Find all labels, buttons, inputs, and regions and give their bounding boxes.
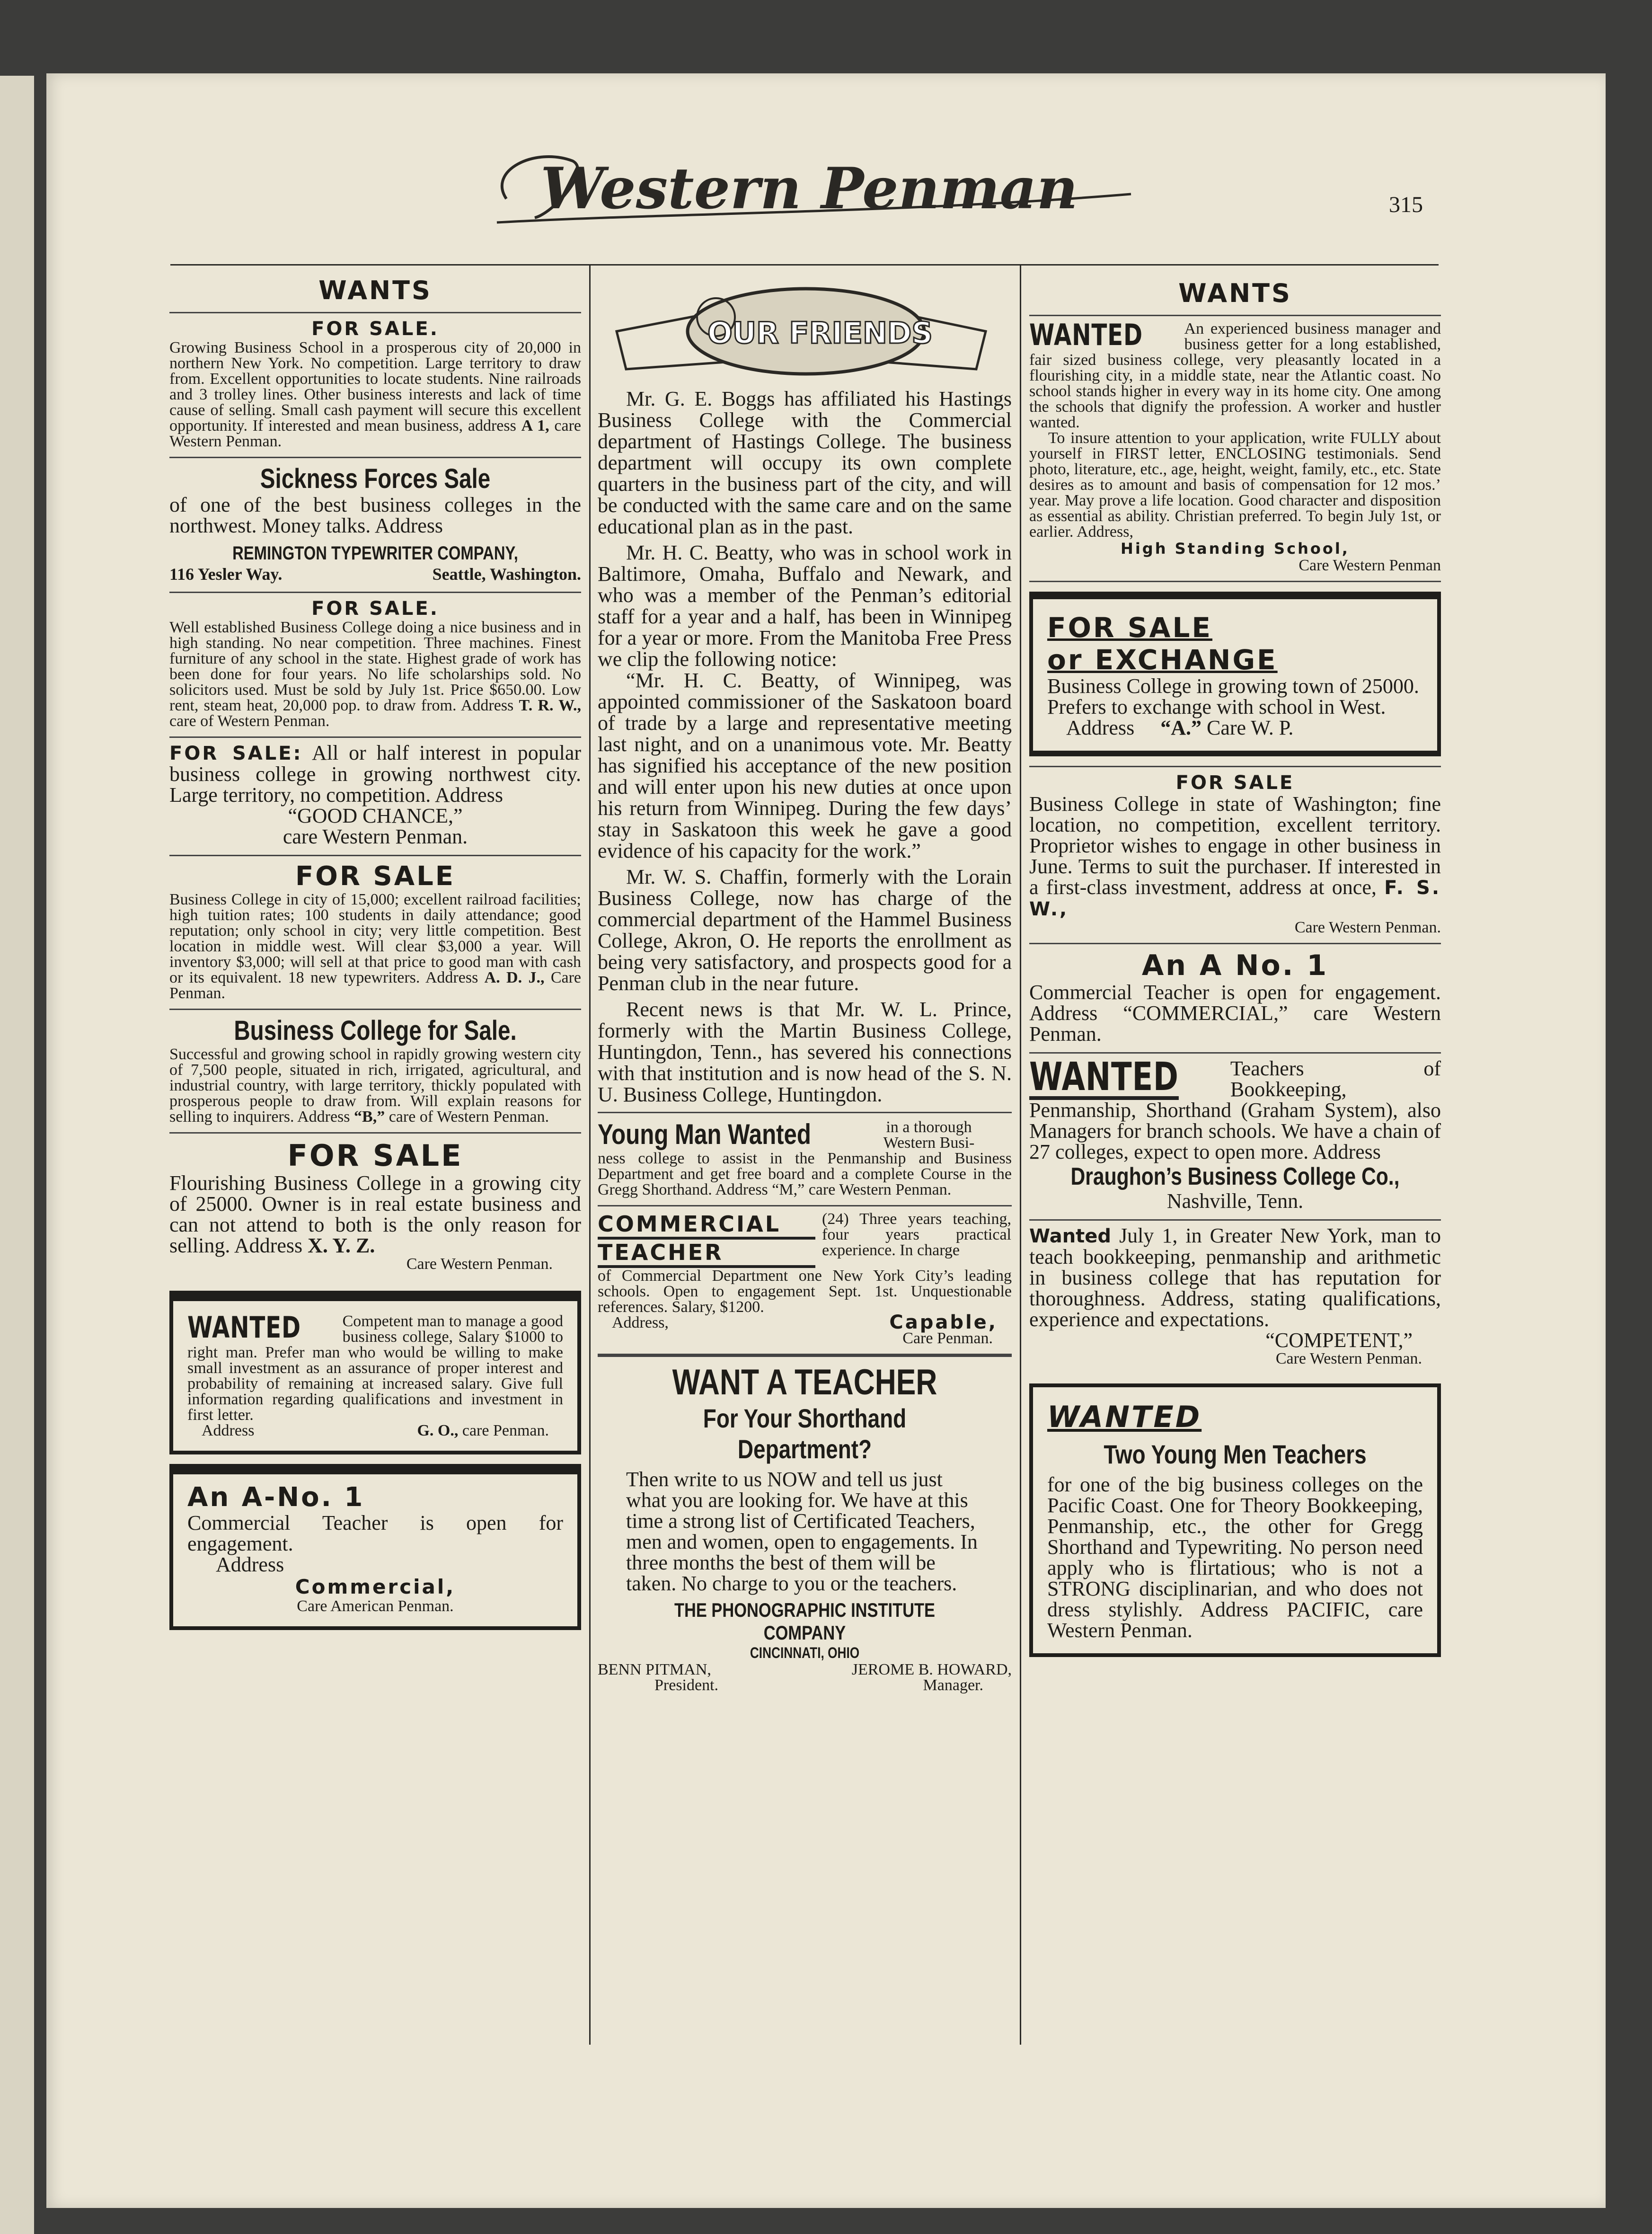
ad-body: for one of the big business colleges on the Pacific Coast. One for Theory Bookkeeping, Penmanship, etc., the other for Gregg Shorthand and Typewriting. No person need apply who is flirtatious; who is not a STRONG disciplinarian, and who does not dress stylishly. Address PACIFIC, care Western Penman. bbox=[1047, 1473, 1423, 1642]
ad-address: Address “A.” Care W. P. bbox=[1066, 716, 1294, 739]
ad-body: Business College in city of 15,000; excellent railroad facilities; high tuition rates; 100 students in daily attendance; good reputation; only school in city; very little competition. Best location in middle west. Will clear $3,000 a year. Will inventory $3,000; will sell at that price to good man with cash or its equivalent. 18 new typewriters. Address A. D. J., Care Penman. bbox=[169, 891, 582, 1002]
ad-heading: An A-No. 1 bbox=[187, 1482, 365, 1513]
banner-ornament-icon bbox=[598, 265, 1012, 388]
our-friends-banner bbox=[598, 265, 1012, 388]
ad-sign: “GOOD CHANCE,” bbox=[288, 804, 463, 827]
ad-body: ness college to assist in the Penmanship and Business Department and get free board and a complete Course in the Gregg Shorthand. Address “M,” care Western Penman. bbox=[598, 1150, 1012, 1198]
column-middle bbox=[598, 265, 1012, 1701]
svg-text:OUR FRIENDS: OUR FRIENDS bbox=[707, 316, 933, 350]
ad-subheading: Two Young Men Teachers bbox=[1104, 1439, 1367, 1469]
ad-for-sale-15000 bbox=[169, 856, 581, 1010]
ad-want-a-teacher bbox=[598, 1355, 1012, 1701]
ad-wanted-business-manager bbox=[1029, 316, 1441, 582]
news-beatty: Mr. H. C. Beatty, who was in school work in Baltimore, Omaha, Buffalo and Newark, and who was a member of the Penman’s editorial staff for a year and a half, has been in Winnipeg for a year or more. From the Manitoba Free Press we clip the following notice: bbox=[598, 541, 1012, 671]
ad-heading: FOR SALE. bbox=[311, 318, 439, 340]
masthead-logo bbox=[478, 142, 1140, 237]
ad-wanted-teachers-draughon bbox=[1029, 1054, 1441, 1221]
ad-city: CINCINNATI, OHIO bbox=[750, 1644, 860, 1661]
ad-heading: FOR SALE bbox=[1047, 612, 1213, 644]
ad-tail: Care Western Penman. bbox=[406, 1255, 553, 1273]
ad-sign: “COMPETENT,” bbox=[1265, 1329, 1413, 1352]
ad-heading: WANTED bbox=[1047, 1400, 1202, 1434]
ad-an-a-no-1 bbox=[1029, 944, 1441, 1054]
ad-body: Business College in state of Washington; fine location, no competition, excellent territory. Proprietor wishes to engage in other business in June. Terms to suit the purchaser. If interested in a first-class investment, address at once, F. S. W., bbox=[1029, 792, 1441, 920]
ad-body: Commercial Teacher is open for engagement. Address “COMMERCIAL,” care Western Penman. bbox=[1029, 981, 1441, 1046]
column-left bbox=[169, 265, 581, 1630]
ad-heading-2: or EXCHANGE bbox=[1047, 644, 1278, 676]
ad-body: of Commercial Department one New York City’s leading schools. Open to engagement Sept. 1st. Unquestionable references. Salary, $1200. bbox=[598, 1267, 1012, 1316]
wants-heading: WANTS bbox=[1029, 265, 1441, 316]
ad-for-sale-25000 bbox=[169, 1134, 581, 1279]
ad-address: 116 Yesler Way. Seattle, Washington. bbox=[169, 565, 581, 584]
ad-body: FOR SALE: All or half interest in popular business college in growing northwest city. Large territory, no competition. Address bbox=[169, 741, 581, 807]
ad-heading: FOR SALE. bbox=[311, 598, 439, 620]
ad-heading: FOR SALE bbox=[1175, 772, 1295, 794]
ad-body: of one of the best business colleges in the northwest. Money talks. Address bbox=[169, 493, 581, 537]
ad-body: Wanted July 1, in Greater New York, man to teach bookkeeping, penmanship and arithmetic in business college that has reputation for thoroughness. Address, stating qualifications, experience and expectations. bbox=[1029, 1224, 1441, 1331]
ad-body: Commercial Teacher is open for engagement. bbox=[187, 1511, 563, 1555]
news-beatty-quote: “Mr. H. C. Beatty, of Winnipeg, was appointed commissioner of the Saskatoon board of trade by a large and representative meeting last night, and on a unanimous vote. Mr. Beatty has signified his acceptance of the new position and will enter upon his new duties at once upon his return from Winnipeg. During the few days’ stay in Saskatoon this week he gave a good evidence of his capacity for the work.” bbox=[598, 669, 1012, 862]
svg-text:Western Penman: Western Penman bbox=[540, 155, 1078, 222]
ad-tail: Care Western Penman. bbox=[1294, 919, 1441, 936]
ad-for-sale-northwest bbox=[169, 738, 581, 856]
ad-tail: Care Penman. bbox=[902, 1330, 993, 1347]
ad-tail: Care Western Penman. bbox=[1275, 1350, 1422, 1367]
ad-tail: Care American Penman. bbox=[297, 1597, 454, 1615]
ad-heading: Young Man Wanted bbox=[598, 1118, 811, 1150]
ad-body: WANTED An experienced business manager and business getter for a long established, fair sized business college, very pleasantly located in a flourishing city, in a middle state, near the Atlantic coast. No school stands higher in every way in its home city. One among the schools that dignify the profession. A worker and hustler wanted. bbox=[1029, 318, 1441, 431]
ad-for-sale-or-exchange bbox=[1029, 592, 1441, 756]
ad-body: Then write to us NOW and tell us just what you are looking for. We have at this time a strong list of Certificated Teachers, men and women, open to engagements. In three months the best of them will be taken. No charge to you or the teachers. bbox=[626, 1468, 978, 1595]
ad-address: Address G. O., care Penman. bbox=[202, 1422, 549, 1439]
ad-for-sale-new-york bbox=[169, 313, 581, 458]
ad-heading: An A No. 1 bbox=[1141, 949, 1329, 982]
ad-sign: High Standing School, bbox=[1121, 540, 1350, 558]
ad-address-label: Address bbox=[216, 1553, 284, 1576]
ad-side: (24) Three years teaching, four years practical experience. In charge bbox=[822, 1210, 1011, 1259]
ad-heading: FOR SALE bbox=[287, 1138, 463, 1173]
ad-heading: FOR SALE bbox=[295, 861, 456, 892]
ad-company: REMINGTON TYPEWRITER COMPANY, bbox=[232, 543, 518, 564]
ad-side: in a thorough Western Busi- bbox=[883, 1118, 975, 1152]
ad-business-college-for-sale bbox=[169, 1010, 581, 1134]
ad-wanted-greater-new-york bbox=[1029, 1221, 1441, 1374]
ad-heading: WANT A TEACHER bbox=[672, 1362, 937, 1402]
ad-heading: COMMERCIAL bbox=[598, 1211, 815, 1240]
ad-body: Growing Business School in a prosperous city of 20,000 in northern New York. No competition. Large territory to draw from. Excellent opportunities to locate students. Nine railroads and 3 trolley lines. Other business interests and lack of time cause of selling. Small cash payment will secure this excellent opportunity. If interested and mean business, address A 1, care Western Penman. bbox=[169, 339, 581, 450]
ad-tail: care Western Penman. bbox=[283, 825, 468, 848]
ad-a-no-1 bbox=[169, 1464, 581, 1630]
column-rule-2 bbox=[1020, 265, 1021, 2045]
ad-body: Successful and growing school in rapidly growing western city of 7,500 people, situated in rich, irrigated, agricultural, and industrial country, with large territory, thickly populated with prosperous people to draw from. Will explain reasons for selling to inquirers. Address “B,” care of Western Penman. bbox=[169, 1046, 581, 1126]
ad-company: THE PHONOGRAPHIC INSTITUTE COMPANY bbox=[674, 1599, 936, 1644]
ad-signatories: BENN PITMAN, JEROME B. HOWARD, bbox=[598, 1661, 1012, 1678]
facing-page-edge bbox=[0, 76, 34, 2234]
column-right bbox=[1029, 265, 1441, 1657]
ad-young-man-wanted bbox=[598, 1113, 1012, 1206]
ad-sickness-forces-sale bbox=[169, 458, 581, 593]
ad-titles: President. Manager. bbox=[654, 1676, 983, 1694]
ad-subheading: For Your Shorthand Department? bbox=[703, 1403, 907, 1464]
ad-wanted-manager bbox=[169, 1291, 581, 1454]
ad-body: Flourishing Business College in a growing city of 25000. Owner is in real estate business and can not attend to both is the only reason for selling. Address X. Y. Z. bbox=[169, 1171, 581, 1257]
news-chaffin: Mr. W. S. Chaffin, formerly with the Lorain Business College, now has charge of the commercial department of the Hammel Business College, Akron, O. He reports the enrollment as being very satisfactory, and prospects good for a Penman club in the near future. bbox=[598, 865, 1012, 995]
ad-address: Address, Capable, bbox=[612, 1312, 998, 1333]
ad-body: WANTED Competent man to manage a good business college, Salary $1000 to right man. Prefer man who would be willing to make small investment as an assurance of proper interest and probability of remaining at increased salary. Give full information regarding qualifications and investment in first letter. bbox=[187, 1310, 563, 1424]
ad-body: WANTED Teachers of Bookkeeping, Penmanship, Shorthand (Graham System), also Managers for branch schools. We have a chain of 27 colleges, expect to open more. Address bbox=[1029, 1055, 1441, 1163]
ad-for-sale-washington bbox=[1029, 766, 1441, 944]
ad-company: Draughon’s Business College Co., bbox=[1070, 1163, 1400, 1190]
ad-body-2: To insure attention to your application, write FULLY about yourself in FIRST letter, ENCLOSING testimonials. Send photo, literature, etc., age, height, weight, family, etc., etc. State desires as to amount and basis of compensation for 12 mos.’ year. May prove a life location. Good character and disposition as essential as ability. Christian preferred. To begin July 1st, or earlier. Address, bbox=[1029, 429, 1441, 541]
ad-body: Business College in growing town of 25000. Prefers to exchange with school in West. bbox=[1047, 674, 1419, 718]
ad-city: Nashville, Tenn. bbox=[1166, 1189, 1304, 1213]
wants-heading: WANTS bbox=[169, 265, 581, 313]
column-rule-1 bbox=[589, 265, 591, 2045]
ad-commercial-teacher bbox=[598, 1206, 1012, 1355]
ad-heading: Sickness Forces Sale bbox=[260, 463, 491, 494]
ad-for-sale-established bbox=[169, 593, 581, 738]
ad-sign: Commercial, bbox=[295, 1575, 456, 1598]
ad-body: Well established Business College doing a nice business and in high standing. No near competition. Three machines. Finest furniture of any school in the state. Highest grade of work has been done for four years. No life scholarships sold. No solicitors used. Must be sold by July 1st. Price $650.00. Low rent, steam heat, 20,000 pop. to draw from. Address T. R. W., care of Western Penman. bbox=[169, 619, 582, 730]
ad-wanted-two-young-men bbox=[1029, 1383, 1441, 1657]
news-prince: Recent news is that Mr. W. L. Prince, formerly with the Martin Business College, Huntingdon, Tenn., has severed his connections with that institution and is now head of the S. N. U. Business College, Huntingdon. bbox=[598, 999, 1012, 1113]
ad-heading: Business College for Sale. bbox=[234, 1015, 517, 1046]
news-boggs: Mr. G. E. Boggs has affiliated his Hastings Business College with the Commercial department of Hastings College. The business department will occupy its own complete quarters in the business part of the city, and will be conducted with the same care and on the same educational plan as in the past. bbox=[598, 387, 1012, 538]
ad-tail: Care Western Penman bbox=[1299, 557, 1441, 574]
page-number: 315 bbox=[1389, 192, 1423, 217]
ad-heading-2: TEACHER bbox=[598, 1240, 815, 1268]
